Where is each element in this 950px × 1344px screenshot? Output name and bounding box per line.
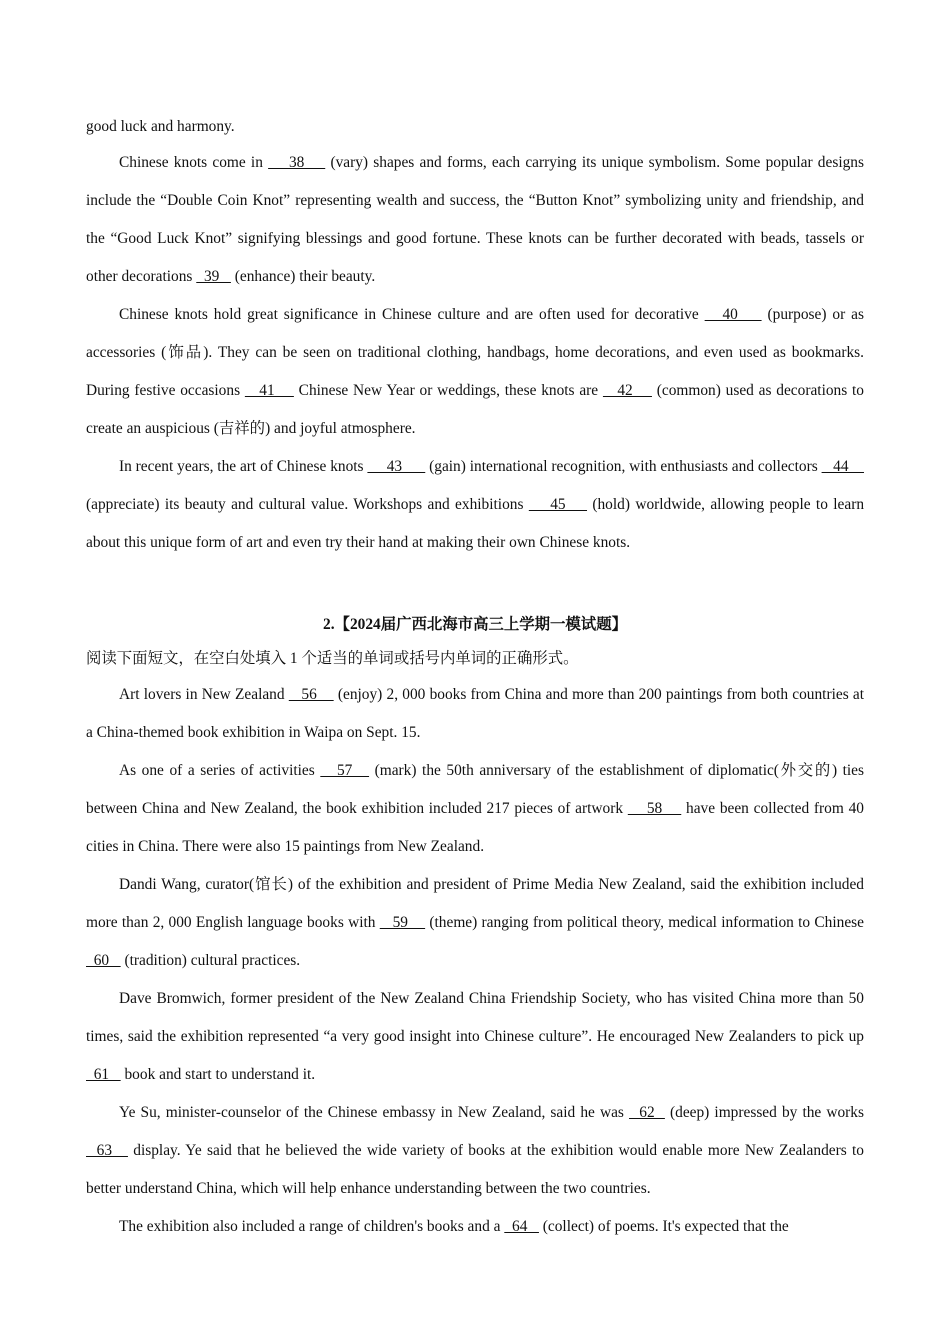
paragraph-childrens-books: The exhibition also included a range of children's books and a 64 (collect) of poems. It's expected that the	[119, 1218, 789, 1235]
blank-63[interactable]: 63	[86, 1142, 128, 1159]
paragraph-chinese-knots-significance: Chinese knots hold great significance in Chinese culture and are often used for decorative 40 (purpose) or as accessories (饰品). They can be seen on traditional clothing, handbags, home decorations, and even used as bookmarks. During festive occasions 41 Chinese New Year or weddings, these knots are 42 (common) used as decorations to create an auspicious (吉祥的) and joyful atmosphere.	[86, 306, 864, 437]
blank-60[interactable]: 60	[86, 952, 121, 969]
blank-45[interactable]: 45	[528, 496, 588, 513]
blank-38[interactable]: 38	[268, 154, 326, 171]
blank-64[interactable]: 64	[504, 1218, 539, 1235]
instruction-text: 阅读下面短文，在空白处填入 1 个适当的单词或括号内单词的正确形式。	[86, 650, 579, 667]
blank-44[interactable]: 44	[821, 458, 864, 475]
document-page	[86, 110, 864, 1246]
section-heading: 2.【2024届广西北海市高三上学期一模试题】	[323, 616, 627, 633]
blank-59[interactable]: 59	[379, 914, 426, 931]
blank-40[interactable]: 40	[704, 306, 762, 323]
blank-56[interactable]: 56	[288, 686, 334, 703]
paragraph-chinese-knots-shapes: Chinese knots come in 38 (vary) shapes and forms, each carrying its unique symbolism. Some popular designs include the “Double Coin Knot” representing wealth and success, the “Button Knot” symbolizing unity and friendship, and the “Good Luck Knot” signifying blessings and good fortune. These knots can be further decorated with beads, tassels or other decorations 39 (enhance) their beauty.	[86, 154, 864, 285]
blank-62[interactable]: 62	[629, 1104, 665, 1121]
blank-42[interactable]: 42	[602, 382, 652, 399]
blank-43[interactable]: 43	[367, 458, 426, 475]
blank-41[interactable]: 41	[244, 382, 294, 399]
paragraph-ye-su: Ye Su, minister-counselor of the Chinese embassy in New Zealand, said he was 62 (deep) impressed by the works 63 display. Ye said that he believed the wide variety of books at the exhibition would enable more New Zealanders to better understand China, which will help enhance understanding between the two countries.	[86, 1104, 864, 1197]
blank-61[interactable]: 61	[86, 1066, 121, 1083]
paragraph-chinese-knots-recognition: In recent years, the art of Chinese knots 43 (gain) international recognition, with enthusiasts and collectors 44 (appreciate) its beauty and cultural value. Workshops and exhibitions 45 (hold) worldwide, allowing people to learn about this unique form of art and even try their hand at making their own Chinese knots.	[86, 458, 865, 551]
paragraph-anniversary: As one of a series of activities 57 (mark) the 50th anniversary of the establishment of diplomatic(外交的) ties between China and New Zealand, the book exhibition included 217 pieces of artwork 58 have been collected from 40 cities in China. There were also 15 paintings from New Zealand.	[86, 762, 865, 855]
blank-58[interactable]: 58	[627, 800, 682, 817]
paragraph-dandi-wang: Dandi Wang, curator(馆长) of the exhibition and president of Prime Media New Zealand, said the exhibition included more than 2, 000 English language books with 59 (theme) ranging from political theory, medical information to Chinese 60 (tradition) cultural practices.	[86, 876, 864, 969]
paragraph-art-lovers: Art lovers in New Zealand 56 (enjoy) 2, 000 books from China and more than 200 paintings from both countries at a China-themed book exhibition in Waipa on Sept. 15.	[86, 686, 864, 741]
blank-39[interactable]: 39	[196, 268, 231, 285]
paragraph-continuation: good luck and harmony.	[86, 118, 235, 135]
paragraph-dave-bromwich: Dave Bromwich, former president of the New Zealand China Friendship Society, who has visited China more than 50 times, said the exhibition represented “a very good insight into Chinese culture”. He encouraged New Zealanders to pick up 61 book and start to understand it.	[86, 990, 864, 1083]
blank-57[interactable]: 57	[320, 762, 370, 779]
